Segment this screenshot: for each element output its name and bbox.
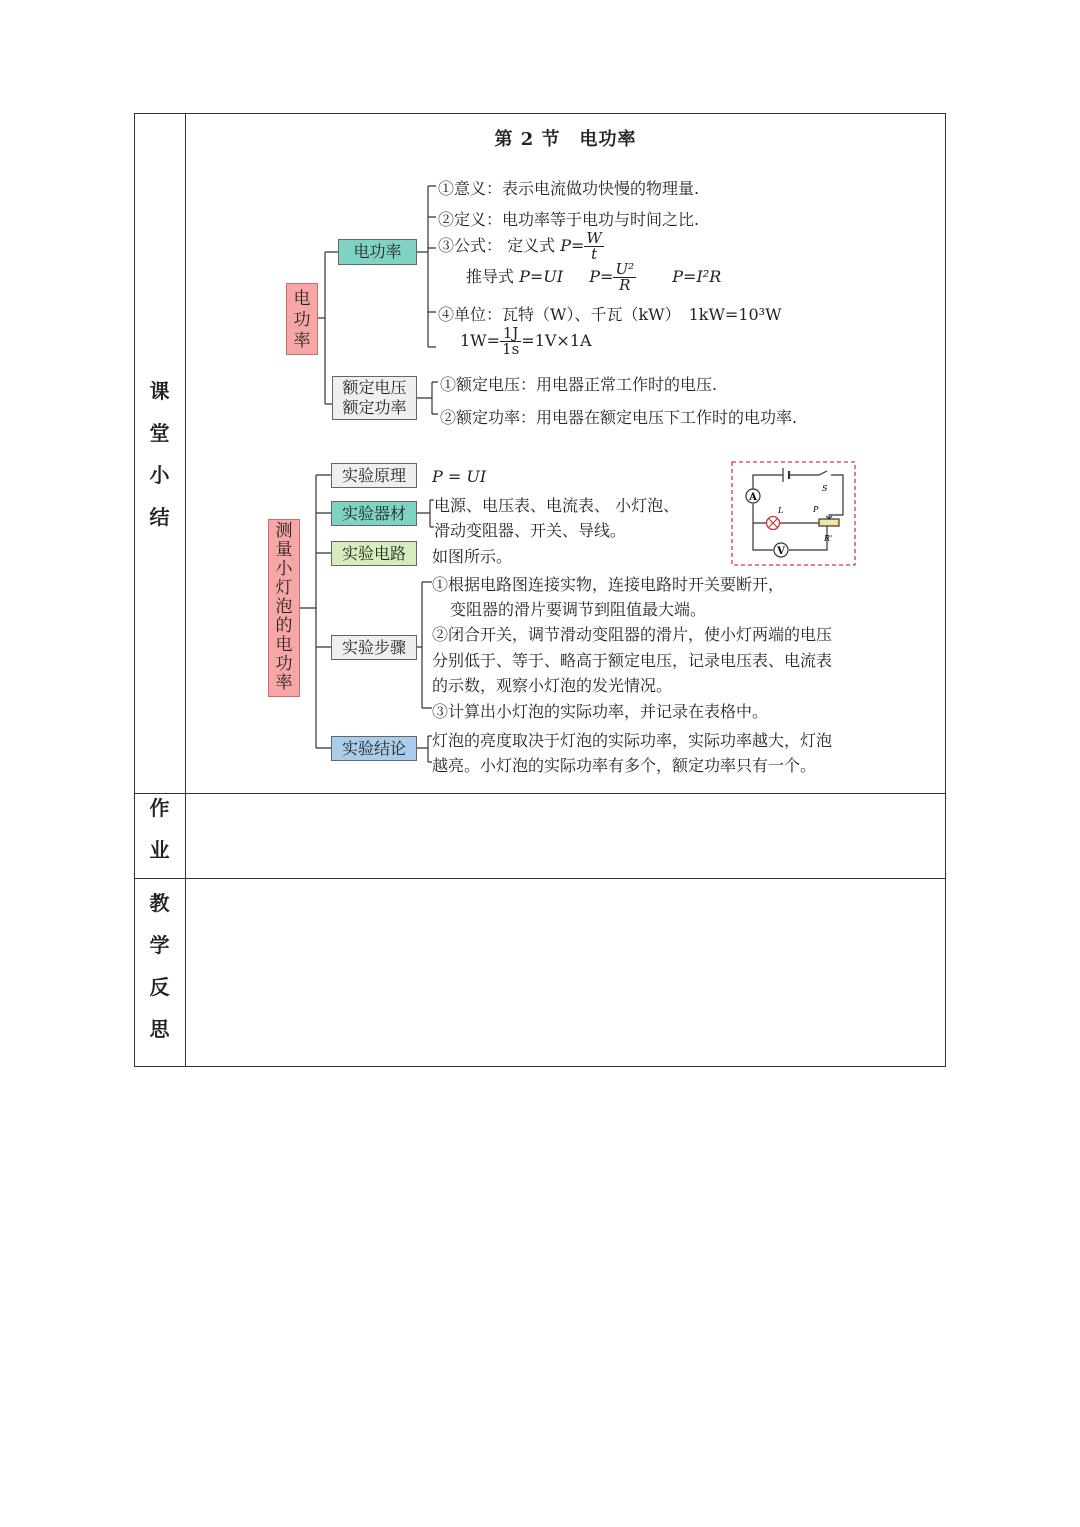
power-definition: ②定义：电功率等于电功与时间之比. bbox=[438, 210, 700, 229]
root-char: 测 bbox=[275, 521, 293, 541]
derived-formula-3: P=I²R bbox=[672, 267, 722, 286]
circuit-text: 如图所示。 bbox=[432, 547, 513, 566]
power-branch-box: 电功率 bbox=[338, 239, 417, 265]
power-unit-relation bbox=[460, 326, 592, 357]
power-unit: ④单位：瓦特（W）、千瓦（kW） 1kW=10³W bbox=[438, 305, 782, 324]
voltmeter-label: V bbox=[777, 546, 785, 557]
label-char: 教 bbox=[149, 891, 170, 915]
equipment-line-2: 滑动变阻器、开关、导线。 bbox=[434, 521, 627, 540]
rated-power: ②额定功率：用电器在额定电压下工作时的电功率. bbox=[440, 408, 798, 427]
conclusion-line-1: 灯泡的亮度取决于灯泡的实际功率，实际功率越大，灯泡 bbox=[432, 731, 833, 750]
derived-formula-2: P= bbox=[589, 267, 614, 286]
ammeter-label: A bbox=[749, 492, 757, 503]
root-char: 率 bbox=[275, 673, 293, 693]
label-char: 反 bbox=[149, 975, 170, 999]
formula-eq: = bbox=[570, 236, 585, 255]
rated-voltage: ①额定电压：用电器正常工作时的电压. bbox=[440, 375, 718, 394]
experiment-root-box bbox=[268, 519, 300, 697]
label-char: 学 bbox=[149, 933, 170, 957]
slider-label: P bbox=[813, 505, 819, 514]
fraction-denominator: 1s bbox=[502, 340, 520, 358]
derived-formula-1: P=UI bbox=[519, 267, 564, 286]
root-char: 功 bbox=[293, 310, 311, 330]
root-char: 电 bbox=[293, 289, 311, 309]
root-char: 灯 bbox=[275, 578, 293, 598]
equipment-line-1: 电源、电压表、电流表、 小灯泡、 bbox=[434, 496, 680, 515]
principle-box: 实验原理 bbox=[331, 463, 417, 488]
switch-label: S bbox=[822, 484, 828, 493]
unit-lhs: 1W= bbox=[460, 331, 501, 350]
label-char: 业 bbox=[149, 838, 170, 862]
conclusion-box: 实验结论 bbox=[331, 736, 417, 761]
conclusion-line-2: 越亮。小灯泡的实际功率有多个，额定功率只有一个。 bbox=[432, 756, 817, 775]
root-char: 的 bbox=[275, 616, 293, 636]
formula-symbol: P bbox=[560, 236, 571, 255]
step-line: ①根据电路图连接实物，连接电路时开关要断开， bbox=[432, 575, 785, 594]
rheostat-label: R' bbox=[824, 534, 833, 543]
principle-text: P = UI bbox=[432, 467, 487, 486]
formula-fraction bbox=[584, 231, 603, 262]
lamp-label: L bbox=[778, 506, 784, 515]
circuit-box: 实验电路 bbox=[331, 541, 417, 566]
step-line: ②闭合开关，调节滑动变阻器的滑片，使小灯两端的电压 bbox=[432, 625, 833, 644]
root-char: 电 bbox=[275, 635, 293, 655]
root-char: 泡 bbox=[275, 597, 293, 617]
fraction-denominator: R bbox=[619, 276, 631, 294]
power-formula bbox=[438, 231, 604, 262]
power-derived-formulas bbox=[466, 262, 721, 293]
fraction-denominator: t bbox=[591, 245, 598, 263]
middle-wire bbox=[753, 523, 827, 550]
rheostat-icon bbox=[819, 519, 839, 526]
derived-fraction bbox=[613, 262, 636, 293]
power-meaning: ①意义：表示电流做功快慢的物理量. bbox=[438, 179, 700, 198]
formula-label: ③公式： bbox=[438, 236, 503, 255]
label-char: 课 bbox=[149, 379, 170, 403]
step-line: 分别低于、等于、略高于额定电压，记录电压表、电流表 bbox=[432, 651, 833, 670]
section-title: 第 2 节 电功率 bbox=[494, 129, 637, 150]
fraction-numerator: U² bbox=[615, 260, 635, 278]
circuit-diagram bbox=[731, 461, 856, 566]
root-char: 量 bbox=[275, 540, 293, 560]
label-char: 堂 bbox=[149, 421, 170, 445]
unit-fraction bbox=[500, 326, 521, 357]
root-char: 功 bbox=[275, 654, 293, 674]
step-line: ③计算出小灯泡的实际功率，并记录在表格中。 bbox=[432, 702, 769, 721]
rated-branch-line: 额定电压 bbox=[342, 378, 407, 397]
root-char: 率 bbox=[293, 331, 311, 351]
label-char: 结 bbox=[149, 505, 170, 529]
formula-def-label: 定义式 bbox=[507, 236, 561, 255]
rated-branch-box bbox=[332, 376, 417, 420]
label-char: 思 bbox=[149, 1017, 170, 1041]
unit-rhs: =1V×1A bbox=[521, 331, 592, 350]
fraction-numerator: W bbox=[586, 229, 602, 247]
top-wire bbox=[753, 471, 843, 507]
step-line: 的示数，观察小灯泡的发光情况。 bbox=[432, 676, 673, 695]
step-line: 变阻器的滑片要调节到阻值最大端。 bbox=[450, 600, 707, 619]
label-char: 小 bbox=[149, 463, 170, 487]
steps-box: 实验步骤 bbox=[331, 635, 417, 660]
equipment-box: 实验器材 bbox=[331, 501, 417, 526]
root-char: 小 bbox=[275, 559, 293, 579]
rated-branch-line: 额定功率 bbox=[342, 398, 407, 417]
fraction-numerator: 1J bbox=[500, 326, 521, 342]
derived-label: 推导式 bbox=[466, 267, 520, 286]
power-root-box bbox=[286, 283, 318, 355]
label-char: 作 bbox=[149, 796, 170, 820]
